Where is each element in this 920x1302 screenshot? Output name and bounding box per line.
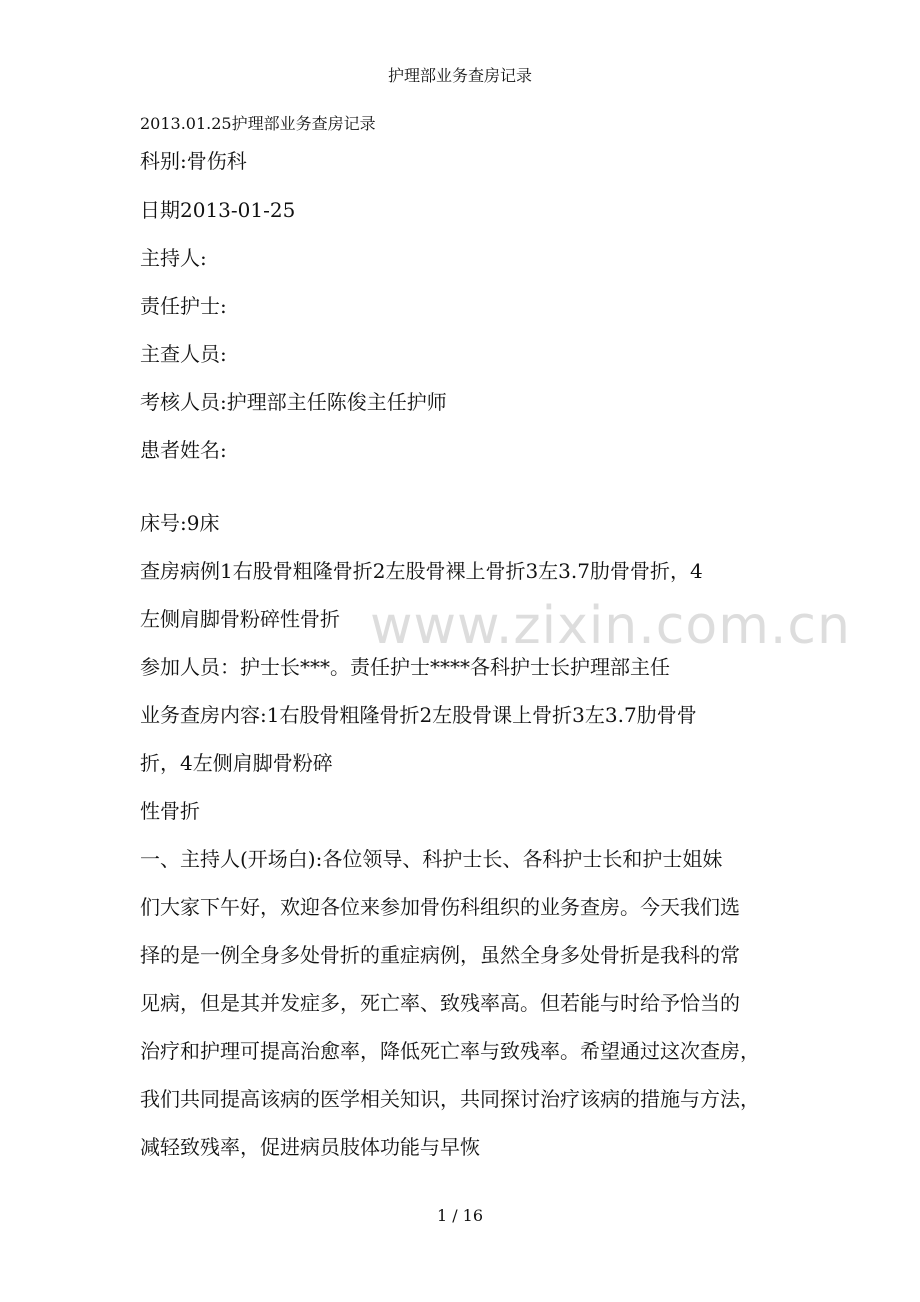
document-subtitle: 2013.01.25护理部业务查房记录 [140, 114, 376, 133]
cases-line-2: 左侧肩脚骨粉碎性骨折 [140, 607, 340, 631]
content-line-2: 折，4左侧肩脚骨粉碎 [140, 751, 333, 775]
opening-line-4: 见病，但是其并发症多，死亡率、致残率高。但若能与时给予恰当的 [140, 991, 740, 1015]
cases-line-1: 查房病例1右股骨粗隆骨折2左股骨裸上骨折3左3.7肋骨骨折，4 [140, 559, 703, 583]
nurse-field: 责任护士: [140, 294, 227, 318]
watermark: www.zixin.com.cn [370, 596, 851, 656]
patient-name-field: 患者姓名: [140, 438, 227, 462]
date-field: 日期2013-01-25 [140, 198, 296, 222]
bed-number-field: 床号:9床 [140, 511, 220, 535]
opening-line-2: 们大家下午好，欢迎各位来参加骨伤科组织的业务查房。今天我们选 [140, 895, 740, 919]
opening-line-3: 择的是一例全身多处骨折的重症病例，虽然全身多处骨折是我科的常 [140, 943, 740, 967]
assessor-field: 考核人员:护理部主任陈俊主任护师 [140, 390, 447, 414]
content-line-1: 业务查房内容:1右股骨粗隆骨折2左股骨课上骨折3左3.7肋骨骨 [140, 703, 697, 727]
participants-line: 参加人员：护士长***。责任护士****各科护士长护理部主任 [140, 655, 670, 679]
opening-line-5: 治疗和护理可提高治愈率，降低死亡率与致残率。希望通过这次查房， [140, 1039, 760, 1063]
opening-line-7: 减轻致残率，促进病员肢体功能与早恢 [140, 1135, 480, 1159]
page-number: 1 / 16 [436, 1206, 484, 1225]
content-line-3: 性骨折 [140, 799, 200, 823]
opening-line-6: 我们共同提高该病的医学相关知识，共同探讨治疗该病的措施与方法， [140, 1087, 760, 1111]
page-header: 护理部业务查房记录 [387, 66, 532, 85]
inspector-field: 主查人员: [140, 342, 227, 366]
host-field: 主持人: [140, 246, 207, 270]
opening-line-1: 一、主持人(开场白):各位领导、科护士长、各科护士长和护士姐妹 [140, 847, 723, 871]
department-field: 科别:骨伤科 [140, 149, 247, 173]
